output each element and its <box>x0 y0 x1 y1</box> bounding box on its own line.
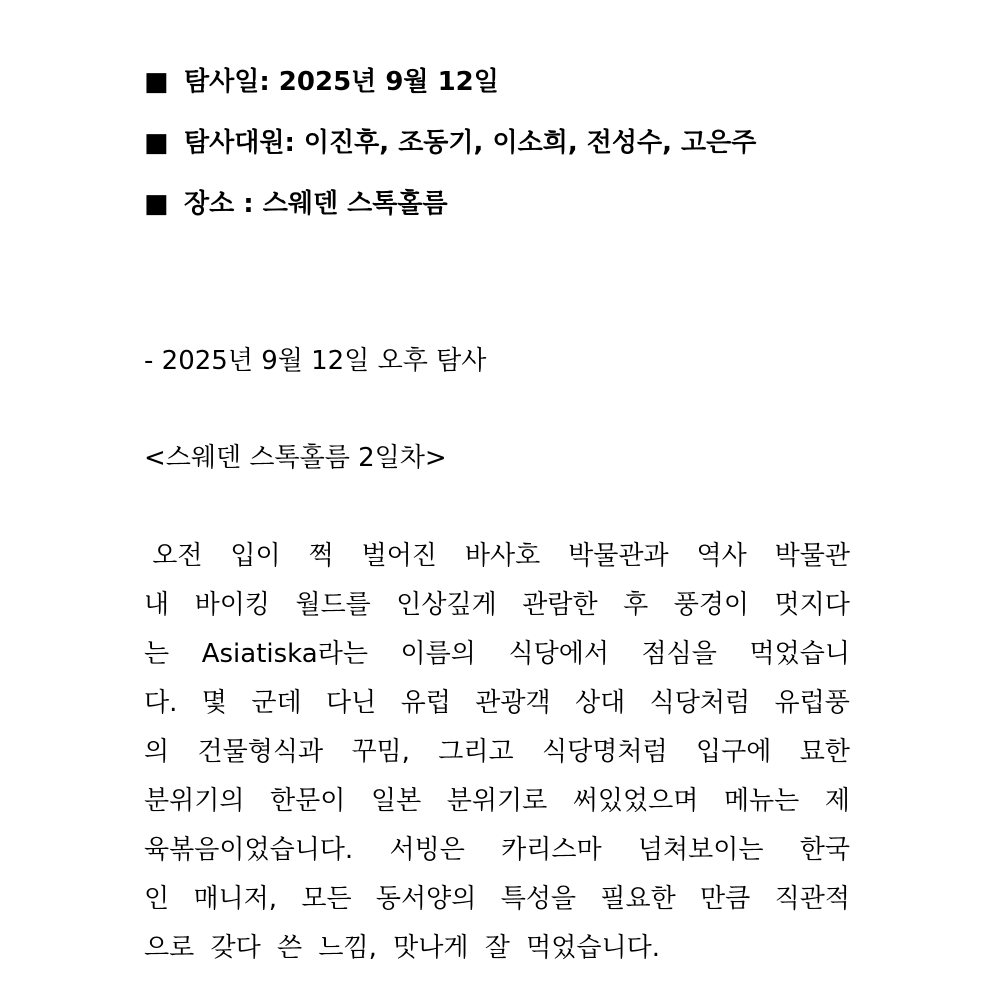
entry-subtitle: - 2025년 9월 12일 오후 탐사 <box>144 346 487 376</box>
body-paragraph <box>144 532 850 973</box>
paragraph-line: 내 바이킹 월드를 인상깊게 관람한 후 풍경이 멋지다 <box>144 590 850 620</box>
paragraph-line: 오전 입이 쩍 벌어진 바사호 박물관과 역사 박물관 <box>144 541 850 571</box>
square-bullet-icon: ■ <box>144 128 169 158</box>
paragraph-line: 다. 몇 군데 다닌 유럽 관광객 상대 식당처럼 유럽풍 <box>144 688 850 718</box>
paragraph-line: 육볶음이었습니다. 서빙은 카리스마 넘쳐보이는 한국 <box>144 835 850 865</box>
day-label: <스웨덴 스톡홀름 2일차> <box>144 443 447 473</box>
paragraph-line: 으로 갖다 쓴 느낌, 맛나게 잘 먹었습니다. <box>144 933 660 963</box>
paragraph-line: 의 건물형식과 꾸밈, 그리고 식당명처럼 입구에 묘한 <box>144 737 850 767</box>
date-info-line <box>144 65 499 99</box>
place-info-text: 장소 : 스웨덴 스톡홀름 <box>184 189 448 219</box>
paragraph-line: 인 매니저, 모든 동서양의 특성을 필요한 만큼 직관적 <box>144 884 850 914</box>
place-info-line <box>144 187 448 221</box>
members-info-text: 탐사대원: 이진후, 조동기, 이소희, 전성수, 고은주 <box>184 128 757 158</box>
paragraph-line: 분위기의 한문이 일본 분위기로 써있었으며 메뉴는 제 <box>144 786 850 816</box>
square-bullet-icon: ■ <box>144 67 169 97</box>
date-info-text: 탐사일: 2025년 9월 12일 <box>184 67 499 97</box>
paragraph-line: 는 Asiatiska라는 이름의 식당에서 점심을 먹었습니 <box>144 639 850 669</box>
square-bullet-icon: ■ <box>144 189 169 219</box>
members-info-line <box>144 126 756 160</box>
